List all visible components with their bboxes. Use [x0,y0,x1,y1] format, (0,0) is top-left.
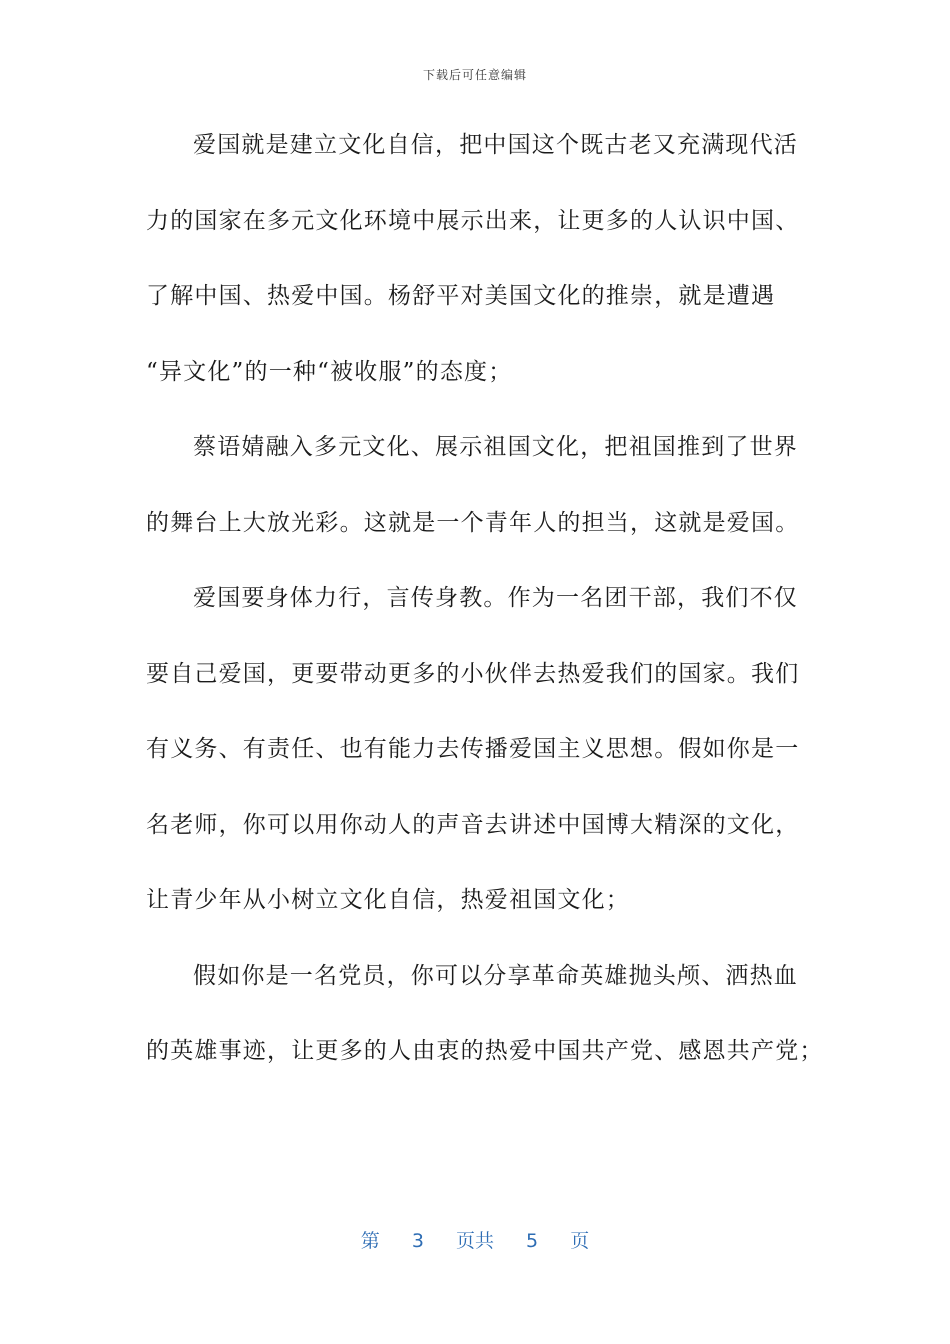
footer-label-of: 页共 [455,1230,494,1252]
paragraph-line: 爱国要身体力行，言传身教。作为一名团干部，我们不仅 [193,585,798,611]
page-number-footer [0,1226,950,1253]
document-body [146,122,824,1104]
paragraph-line: 的舞台上大放光彩。这就是一个青年人的担当，这就是爱国。 [146,509,800,536]
current-page-number: 3 [411,1230,424,1252]
paragraph-line: 力的国家在多元文化环境中展示出来，让更多的人认识中国、 [146,207,800,234]
paragraph-line: 爱国就是建立文化自信，把中国这个既古老又充满现代活 [193,132,798,158]
paragraph-line: 假如你是一名党员，你可以分享革命英雄抛头颅、洒热血 [193,962,798,989]
paragraph-line: 让青少年从小树立文化自信，热爱祖国文化； [146,887,630,913]
paragraph-line: “异文化”的一种“被收服”的态度； [146,358,513,385]
total-pages-number: 5 [526,1230,539,1252]
paragraph-line: 蔡语婧融入多元文化、展示祖国文化，把祖国推到了世界 [193,434,798,460]
paragraph-line: 有义务、有责任、也有能力去传播爱国主义思想。假如你是一 [146,736,800,762]
footer-label-page: 第 [360,1230,380,1252]
paragraph-line: 要自己爱国，更要带动更多的小伙伴去热爱我们的国家。我们 [146,660,800,687]
header-note: 下载后可任意编辑 [422,68,527,82]
footer-label-end: 页 [570,1230,590,1252]
paragraph-line: 的英雄事迹，让更多的人由衷的热爱中国共产党、感恩共产党； [146,1038,824,1064]
paragraph-line: 名老师，你可以用你动人的声音去讲述中国博大精深的文化， [146,811,800,838]
paragraph-line: 了解中国、热爱中国。杨舒平对美国文化的推崇，就是遭遇 [146,283,776,309]
